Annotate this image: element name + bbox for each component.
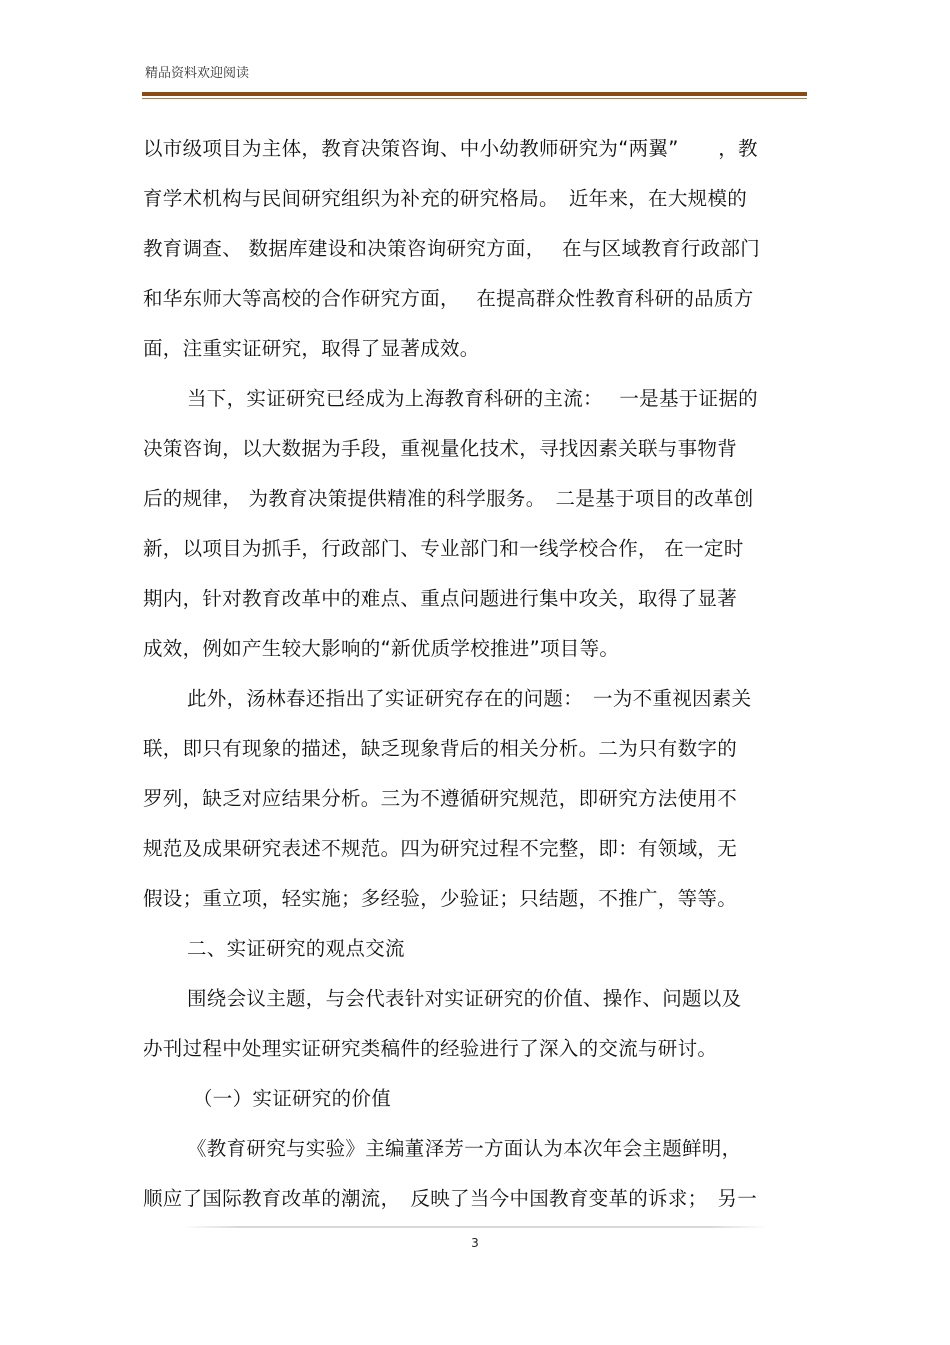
body-line: 和华东师大等高校的合作研究方面， 在提高群众性教育科研的品质方 (143, 287, 754, 310)
paragraph-start-line: 此外，汤林春还指出了实证研究存在的问题： 一为不重视因素关 (187, 687, 752, 710)
header-divider-thin (142, 98, 807, 99)
paragraph-start-line: 围绕会议主题，与会代表针对实证研究的价值、操作、问题以及 (187, 987, 742, 1010)
body-line: 面，注重实证研究，取得了显著成效。 (143, 337, 480, 360)
body-line: 规范及成果研究表述不规范。四为研究过程不完整，即：有领域，无 (143, 837, 738, 860)
page-number: 3 (471, 1236, 479, 1250)
body-line: 假设；重立项，轻实施；多经验，少验证；只结题，不推广，等等。 (143, 887, 738, 910)
body-line: 决策咨询，以大数据为手段，重视量化技术，寻找因素关联与事物背 (143, 437, 738, 460)
body-line: 顺应了国际教育改革的潮流， 反映了当今中国教育变革的诉求； 另一 (143, 1187, 758, 1210)
body-line: 教育调查、 数据库建设和决策咨询研究方面， 在与区域教育行政部门 (143, 237, 761, 260)
body-line: 以市级项目为主体，教育决策咨询、中小幼教师研究为“两翼” ，教 (143, 137, 758, 160)
footer-divider (182, 1226, 767, 1228)
body-line: 联，即只有现象的描述，缺乏现象背后的相关分析。二为只有数字的 (143, 737, 738, 760)
body-line: 期内，针对教育改革中的难点、重点问题进行集中攻关，取得了显著 (143, 587, 738, 610)
body-line: 罗列，缺乏对应结果分析。三为不遵循研究规范，即研究方法使用不 (143, 787, 738, 810)
body-line: 育学术机构与民间研究组织为补充的研究格局。 近年来，在大规模的 (143, 187, 748, 210)
paragraph-start-line: 《教育研究与实验》主编董泽芳一方面认为本次年会主题鲜明， (187, 1137, 742, 1160)
subsection-heading: （一）实证研究的价值 (193, 1087, 392, 1110)
body-line: 成效，例如产生较大影响的“新优质学校推进”项目等。 (143, 637, 620, 660)
body-line: 后的规律， 为教育决策提供精准的科学服务。 二是基于项目的改革创 (143, 487, 754, 510)
header-divider-thick (142, 92, 807, 96)
section-heading: 二、实证研究的观点交流 (187, 937, 405, 960)
paragraph-start-line: 当下，实证研究已经成为上海教育科研的主流： 一是基于证据的 (187, 387, 758, 410)
page-header-title: 精品资料欢迎阅读 (145, 66, 250, 81)
document-body (143, 124, 809, 1224)
body-line: 办刊过程中处理实证研究类稿件的经验进行了深入的交流与研讨。 (143, 1037, 718, 1060)
body-line: 新，以项目为抓手，行政部门、专业部门和一线学校合作， 在一定时 (143, 537, 744, 560)
